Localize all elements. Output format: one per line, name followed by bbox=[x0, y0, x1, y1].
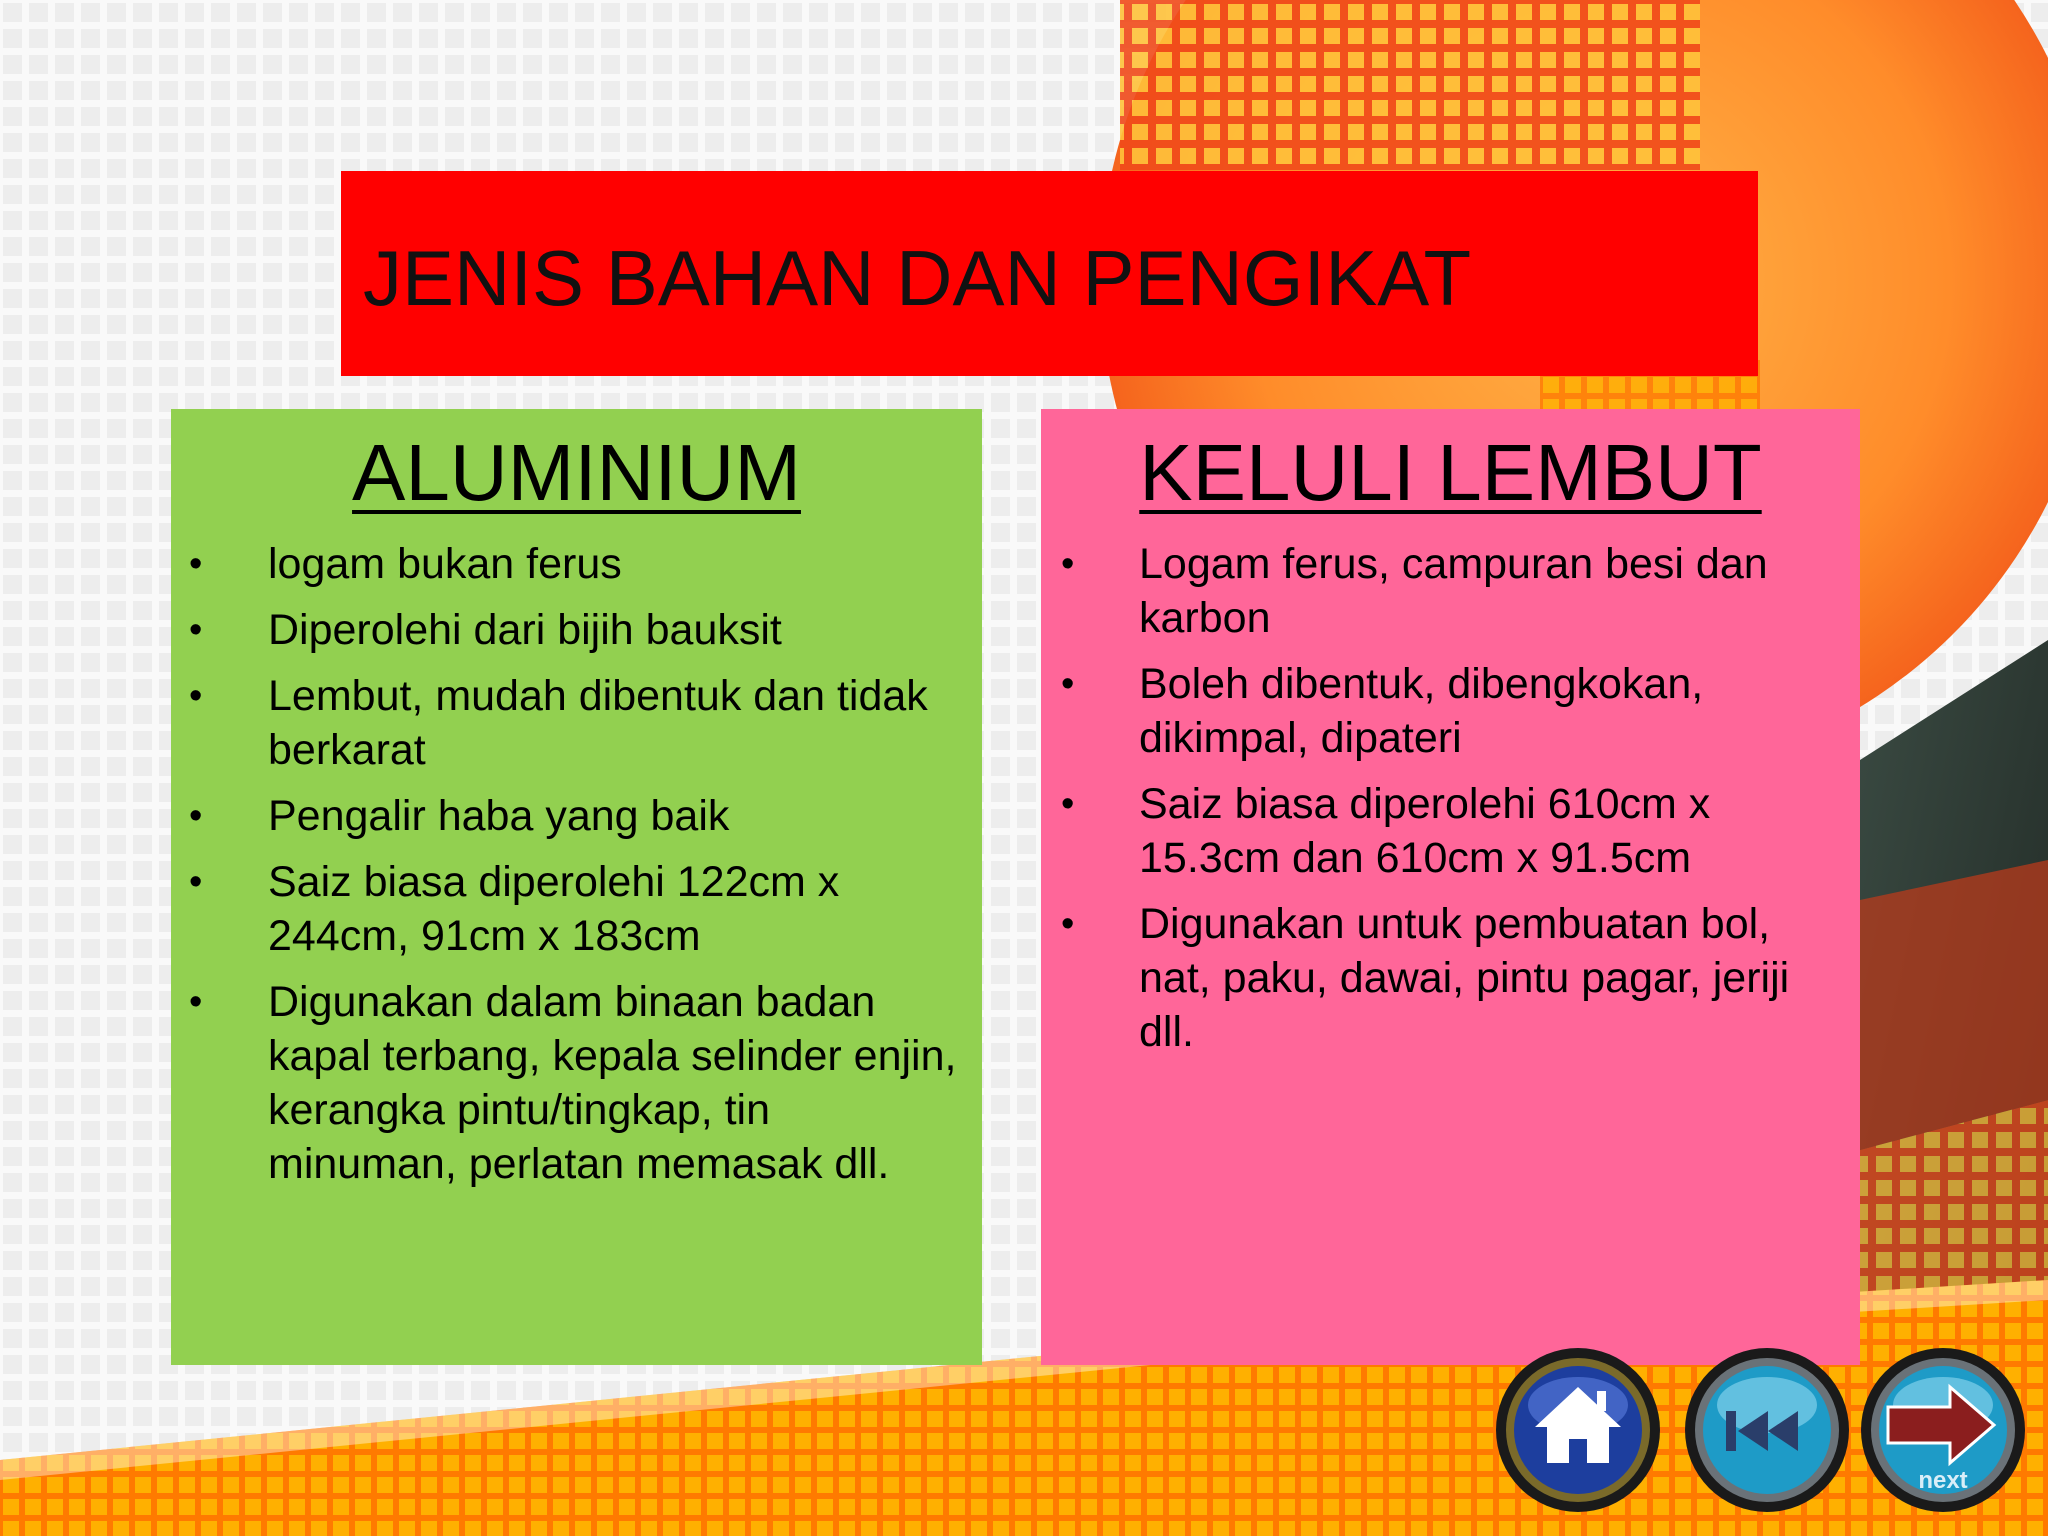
list-item-text: logam bukan ferus bbox=[268, 540, 622, 588]
bullet-icon: • bbox=[189, 981, 203, 1023]
list-item bbox=[1041, 777, 1860, 885]
slide-title: JENIS BAHAN DAN PENGIKAT bbox=[363, 234, 1472, 322]
list-item-text: Boleh dibentuk, dibengkokan, dikimpal, dipateri bbox=[1139, 660, 1704, 762]
list-item bbox=[171, 789, 982, 843]
keluli-lembut-list bbox=[1041, 537, 1860, 1059]
next-label: next bbox=[1918, 1467, 1968, 1494]
list-item bbox=[1041, 537, 1860, 645]
aluminium-panel bbox=[171, 409, 982, 1365]
list-item-text: Saiz biasa diperolehi 610cm x 15.3cm dan 610cm x 91.5cm bbox=[1139, 780, 1711, 882]
home-icon bbox=[1493, 1345, 1663, 1515]
list-item-text: Pengalir haba yang baik bbox=[268, 792, 730, 840]
bullet-icon: • bbox=[189, 861, 203, 903]
next-button[interactable] bbox=[1858, 1345, 2028, 1515]
aluminium-list bbox=[171, 537, 982, 1191]
bullet-icon: • bbox=[189, 675, 203, 717]
list-item-text: Saiz biasa diperolehi 122cm x 244cm, 91cm x 183cm bbox=[268, 858, 840, 960]
list-item bbox=[171, 669, 982, 777]
list-item-text: Digunakan untuk pembuatan bol, nat, paku, dawai, pintu pagar, jeriji dll. bbox=[1139, 900, 1790, 1056]
aluminium-heading: ALUMINIUM bbox=[352, 428, 801, 517]
list-item bbox=[171, 537, 982, 591]
previous-button[interactable] bbox=[1682, 1345, 1852, 1515]
bullet-icon: • bbox=[189, 609, 203, 651]
bullet-icon: • bbox=[1061, 543, 1075, 585]
bullet-icon: • bbox=[1061, 663, 1075, 705]
rewind-icon bbox=[1682, 1345, 1852, 1515]
bullet-icon: • bbox=[189, 795, 203, 837]
list-item bbox=[1041, 657, 1860, 765]
list-item-text: Diperolehi dari bijih bauksit bbox=[268, 606, 782, 654]
title-bar bbox=[341, 171, 1758, 376]
list-item bbox=[171, 975, 982, 1191]
list-item bbox=[1041, 897, 1860, 1059]
keluli-lembut-heading: KELULI LEMBUT bbox=[1139, 428, 1762, 517]
bullet-icon: • bbox=[189, 543, 203, 585]
list-item-text: Digunakan dalam binaan badan kapal terbang, kepala selinder enjin, kerangka pintu/tingkap, tin minuman, perlatan memasak dll. bbox=[268, 978, 957, 1188]
list-item-text: Lembut, mudah dibentuk dan tidak berkarat bbox=[268, 672, 928, 774]
bullet-icon: • bbox=[1061, 783, 1075, 825]
keluli-lembut-panel bbox=[1041, 409, 1860, 1365]
list-item-text: Logam ferus, campuran besi dan karbon bbox=[1139, 540, 1768, 642]
next-arrow-icon bbox=[1858, 1345, 2028, 1515]
home-button[interactable] bbox=[1493, 1345, 1663, 1515]
list-item bbox=[171, 603, 982, 657]
list-item bbox=[171, 855, 982, 963]
bullet-icon: • bbox=[1061, 903, 1075, 945]
